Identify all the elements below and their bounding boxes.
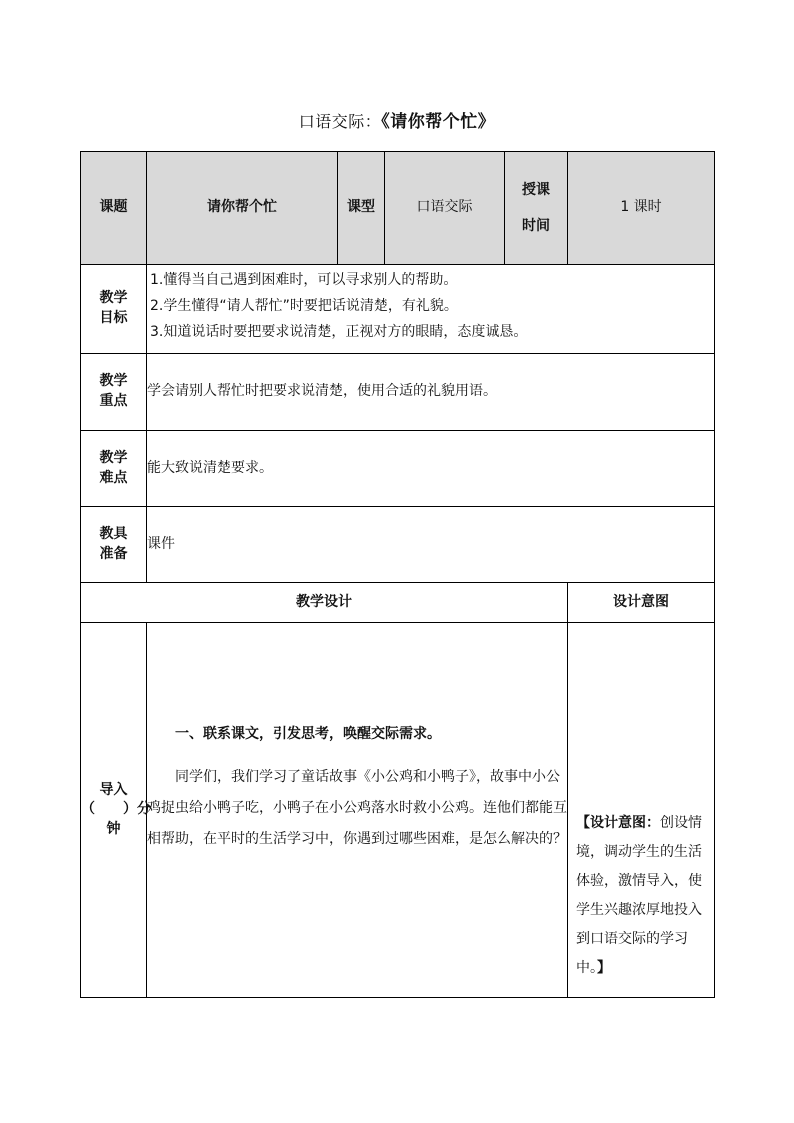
difficulties-label-line1: 教学 bbox=[99, 449, 128, 466]
time-label-line2: 时间 bbox=[522, 218, 550, 234]
objectives-label-line1: 教学 bbox=[99, 290, 128, 307]
key-points-row bbox=[81, 354, 715, 431]
objectives-label-line2: 目标 bbox=[99, 310, 128, 326]
objective-item: 3.知道说话时要把要求说清楚，正视对方的眼睛，态度诚恳。 bbox=[150, 324, 528, 340]
intent-text: 创设情境，调动学生的生活体验，激情导入，使学生兴趣浓厚地投入到口语交际的学习中。 bbox=[576, 815, 702, 976]
intro-stage-label-line1: 导入 bbox=[99, 781, 128, 798]
difficulties-text: 能大致说清楚要求。 bbox=[147, 431, 715, 507]
section-header-row bbox=[81, 583, 715, 623]
key-points-label-line1: 教学 bbox=[99, 373, 128, 390]
intro-design-content bbox=[147, 623, 568, 998]
topic-value: 请你帮个忙 bbox=[147, 152, 338, 265]
objective-item: 1.懂得当自己遇到困难时，可以寻求别人的帮助。 bbox=[150, 272, 458, 288]
topic-label: 课题 bbox=[81, 152, 147, 265]
materials-label-line1: 教具 bbox=[99, 525, 128, 542]
intro-paragraph: 同学们，我们学习了童话故事《小公鸡和小鸭子》，故事中小公鸡捉虫给小鸭子吃，小鸭子在小公鸡落水时救小公鸡。连他们都能互相帮助，在平时的生活学习中，你遇到过哪些困难，是怎么解决的？ bbox=[147, 769, 567, 848]
page-title bbox=[0, 107, 794, 132]
intro-stage-label-line2: （ ）分 bbox=[81, 801, 151, 818]
materials-label-line2: 准备 bbox=[99, 545, 128, 562]
type-label: 课型 bbox=[338, 152, 385, 265]
difficulties-label-line2: 难点 bbox=[99, 469, 128, 486]
key-points-label bbox=[81, 354, 147, 431]
time-label bbox=[505, 152, 568, 265]
key-points-text: 学会请别人帮忙时把要求说清楚，使用合适的礼貌用语。 bbox=[147, 354, 715, 431]
objective-item: 2.学生懂得“请人帮忙”时要把话说清楚，有礼貌。 bbox=[150, 298, 458, 314]
intro-stage-label-line3: 钟 bbox=[106, 820, 121, 837]
materials-label bbox=[81, 507, 147, 583]
objectives-label bbox=[81, 265, 147, 354]
time-label-line1: 授课 bbox=[522, 182, 550, 198]
intent-open-bracket: 【设计意图： bbox=[576, 815, 660, 831]
intent-section-header: 设计意图 bbox=[568, 583, 715, 623]
intro-heading: 一、联系课文，引发思考，唤醒交际需求。 bbox=[175, 725, 441, 742]
objectives-row bbox=[81, 265, 715, 354]
difficulties-row bbox=[81, 431, 715, 507]
type-value: 口语交际 bbox=[385, 152, 505, 265]
intro-intent bbox=[568, 623, 715, 998]
objectives-content bbox=[147, 265, 715, 354]
intent-close-bracket: 】 bbox=[597, 960, 611, 976]
page-title-name: 《请你帮个忙》 bbox=[381, 112, 496, 132]
materials-row bbox=[81, 507, 715, 583]
intro-stage-label bbox=[81, 623, 151, 998]
design-section-header: 教学设计 bbox=[81, 583, 568, 623]
lesson-plan-table bbox=[80, 151, 715, 998]
page-title-prefix: 口语交际： bbox=[298, 112, 382, 131]
intro-stage-row bbox=[81, 623, 715, 998]
key-points-label-line2: 重点 bbox=[99, 393, 128, 409]
header-row bbox=[81, 152, 715, 265]
difficulties-label bbox=[81, 431, 147, 507]
materials-text: 课件 bbox=[147, 507, 715, 583]
time-value: 1 课时 bbox=[568, 152, 715, 265]
